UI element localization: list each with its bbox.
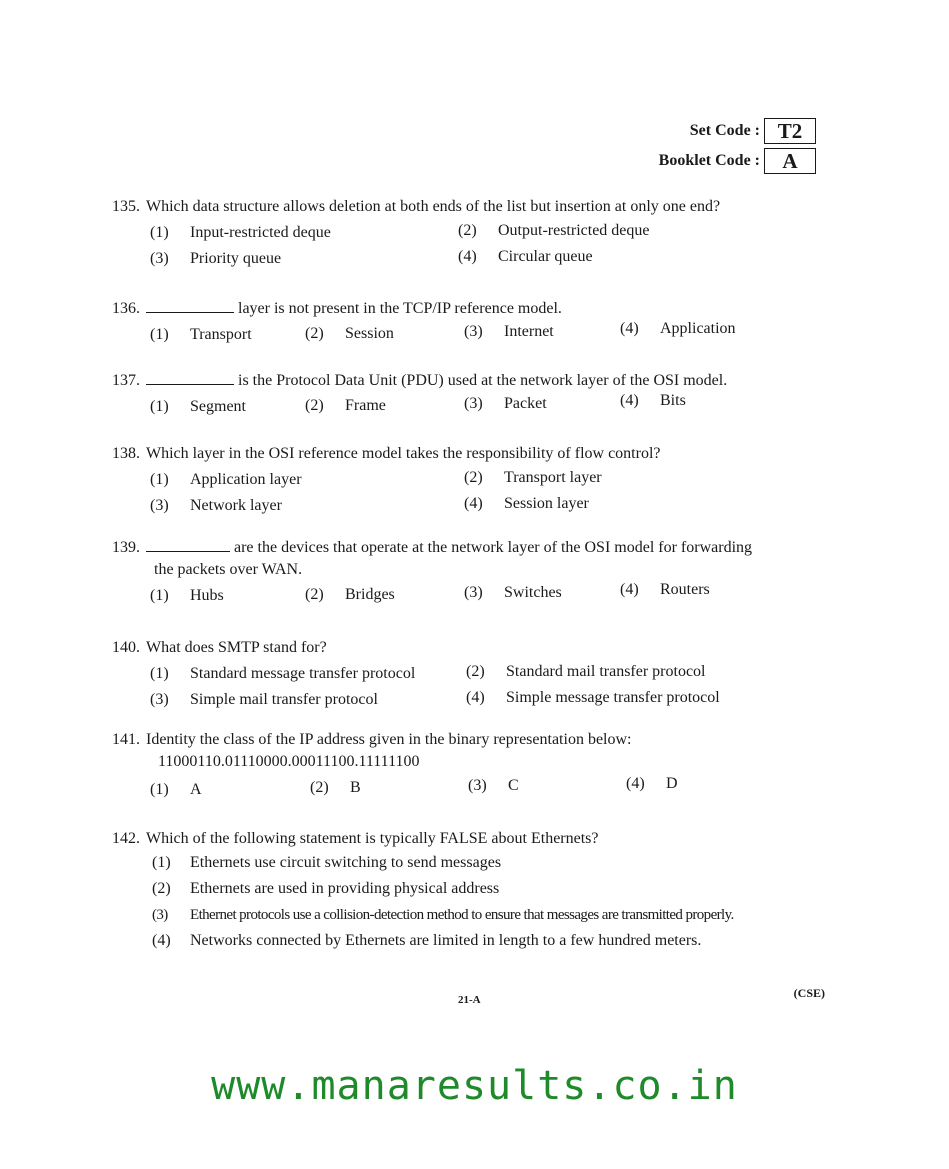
question-number: 136. xyxy=(112,300,140,317)
option-text: Output-restricted deque xyxy=(498,222,650,239)
question-number: 135. xyxy=(112,198,140,215)
question-135 xyxy=(112,196,832,272)
option-number: (4) xyxy=(464,495,483,512)
option-number: (1) xyxy=(150,665,169,682)
option-number: (3) xyxy=(150,497,169,514)
option-text: Priority queue xyxy=(190,250,282,267)
option-text: Application layer xyxy=(190,471,302,488)
option-2 xyxy=(310,777,361,799)
answer-blank xyxy=(146,537,230,552)
answer-blank xyxy=(146,370,234,385)
option-2 xyxy=(458,220,650,242)
option-number: (2) xyxy=(310,779,329,796)
option-text: Routers xyxy=(660,581,710,598)
option-number: (4) xyxy=(626,775,645,792)
option-text: Application xyxy=(660,320,736,337)
option-number: (1) xyxy=(150,781,169,798)
option-4 xyxy=(626,773,678,795)
option-1 xyxy=(150,469,302,491)
option-number: (4) xyxy=(620,320,639,337)
option-1 xyxy=(150,779,202,801)
option-text: Standard mail transfer protocol xyxy=(506,663,706,680)
question-number: 142. xyxy=(112,830,140,847)
option-2 xyxy=(305,323,394,345)
option-list xyxy=(152,850,832,954)
option-text: Input-restricted deque xyxy=(190,224,331,241)
option-number: (3) xyxy=(464,323,483,340)
option-3 xyxy=(150,495,282,517)
question-text: What does SMTP stand for? xyxy=(146,639,327,656)
option-text: C xyxy=(508,777,519,794)
question-140 xyxy=(112,637,832,713)
option-3 xyxy=(152,902,832,928)
option-number: (2) xyxy=(305,397,324,414)
option-number: (1) xyxy=(152,854,171,871)
option-text: Session xyxy=(345,325,394,342)
set-code-row xyxy=(659,116,816,146)
option-number: (2) xyxy=(152,880,171,897)
option-4 xyxy=(466,687,720,709)
question-number: 137. xyxy=(112,372,140,389)
question-text-continued: the packets over WAN. xyxy=(154,561,303,578)
option-2 xyxy=(305,584,395,606)
question-text: Which layer in the OSI reference model takes the responsibility of flow control? xyxy=(146,445,661,462)
question-138 xyxy=(112,443,832,519)
question-number: 140. xyxy=(112,639,140,656)
option-text: Frame xyxy=(345,397,386,414)
option-number: (2) xyxy=(305,586,324,603)
option-number: (3) xyxy=(464,584,483,601)
option-number: (1) xyxy=(150,224,169,241)
booklet-code-label: Booklet Code : xyxy=(658,152,760,169)
question-142 xyxy=(112,828,832,954)
option-text: Transport layer xyxy=(504,469,602,486)
option-text: Session layer xyxy=(504,495,589,512)
option-2 xyxy=(152,876,832,902)
option-2 xyxy=(466,661,706,683)
option-number: (3) xyxy=(150,250,169,267)
option-number: (4) xyxy=(466,689,485,706)
option-number: (3) xyxy=(150,691,169,708)
option-number: (2) xyxy=(466,663,485,680)
booklet-code-value: A xyxy=(764,148,816,174)
option-text: Ethernet protocols use a collision-detection method to ensure that messages are transmitted properly. xyxy=(190,907,734,923)
option-1 xyxy=(150,222,331,244)
option-text: D xyxy=(666,775,678,792)
set-code-value: T2 xyxy=(764,118,816,144)
option-text: Circular queue xyxy=(498,248,593,265)
option-number: (2) xyxy=(464,469,483,486)
option-text: Segment xyxy=(190,398,246,415)
option-text: Switches xyxy=(504,584,562,601)
booklet-code-row xyxy=(659,146,816,176)
option-number: (3) xyxy=(152,907,168,923)
option-number: (2) xyxy=(458,222,477,239)
option-text: Transport xyxy=(190,326,252,343)
subject-code: (CSE) xyxy=(793,986,825,1000)
question-137 xyxy=(112,370,832,422)
option-text: Ethernets use circuit switching to send messages xyxy=(190,854,502,871)
option-2 xyxy=(464,467,602,489)
option-number: (1) xyxy=(150,471,169,488)
question-text: layer is not present in the TCP/IP reference model. xyxy=(238,300,562,317)
question-text: are the devices that operate at the network layer of the OSI model for forwarding xyxy=(234,539,753,556)
option-text: B xyxy=(350,779,361,796)
set-code-label: Set Code : xyxy=(689,122,760,139)
binary-address: 11000110.01110000.00011100.11111100 xyxy=(158,753,420,770)
option-3 xyxy=(150,248,281,270)
option-number: (4) xyxy=(458,248,477,265)
option-3 xyxy=(464,321,554,343)
option-number: (4) xyxy=(620,392,639,409)
option-text: Internet xyxy=(504,323,554,340)
option-text: Simple message transfer protocol xyxy=(506,689,720,706)
option-1 xyxy=(150,396,246,418)
option-number: (3) xyxy=(464,395,483,412)
option-number: (4) xyxy=(152,932,171,949)
question-number: 138. xyxy=(112,445,140,462)
option-text: Simple mail transfer protocol xyxy=(190,691,378,708)
option-text: Networks connected by Ethernets are limited in length to a few hundred meters. xyxy=(190,932,702,949)
option-number: (4) xyxy=(620,581,639,598)
option-text: Hubs xyxy=(190,587,224,604)
option-text: Ethernets are used in providing physical address xyxy=(190,880,500,897)
question-136 xyxy=(112,298,832,350)
option-text: A xyxy=(190,781,202,798)
page-code: 21-A xyxy=(458,994,481,1006)
option-1 xyxy=(152,850,832,876)
question-text: is the Protocol Data Unit (PDU) used at the network layer of the OSI model. xyxy=(238,372,728,389)
question-text: Which data structure allows deletion at both ends of the list but insertion at only one end? xyxy=(146,198,721,215)
question-139 xyxy=(112,537,832,611)
question-text: Which of the following statement is typically FALSE about Ethernets? xyxy=(146,830,599,847)
question-text: Identity the class of the IP address given in the binary representation below: xyxy=(146,731,632,748)
option-number: (1) xyxy=(150,587,169,604)
website-watermark: www.manaresults.co.in xyxy=(211,1063,738,1109)
option-4 xyxy=(458,246,593,268)
option-2 xyxy=(305,395,386,417)
option-3 xyxy=(464,582,562,604)
option-number: (1) xyxy=(150,326,169,343)
option-3 xyxy=(468,775,519,797)
option-4 xyxy=(620,390,686,412)
question-141 xyxy=(112,729,832,803)
answer-blank xyxy=(146,298,234,313)
option-text: Packet xyxy=(504,395,547,412)
option-4 xyxy=(152,928,832,954)
option-text: Network layer xyxy=(190,497,282,514)
option-text: Bridges xyxy=(345,586,395,603)
option-number: (2) xyxy=(305,325,324,342)
option-1 xyxy=(150,324,252,346)
option-1 xyxy=(150,585,224,607)
option-number: (1) xyxy=(150,398,169,415)
option-number: (3) xyxy=(468,777,487,794)
option-text: Bits xyxy=(660,392,686,409)
question-number: 139. xyxy=(112,539,140,556)
question-number: 141. xyxy=(112,731,140,748)
option-1 xyxy=(150,663,415,685)
option-3 xyxy=(150,689,378,711)
option-4 xyxy=(620,318,736,340)
option-text: Standard message transfer protocol xyxy=(190,665,416,682)
codes-block xyxy=(659,116,816,176)
option-4 xyxy=(620,579,710,601)
option-4 xyxy=(464,493,589,515)
option-3 xyxy=(464,393,547,415)
